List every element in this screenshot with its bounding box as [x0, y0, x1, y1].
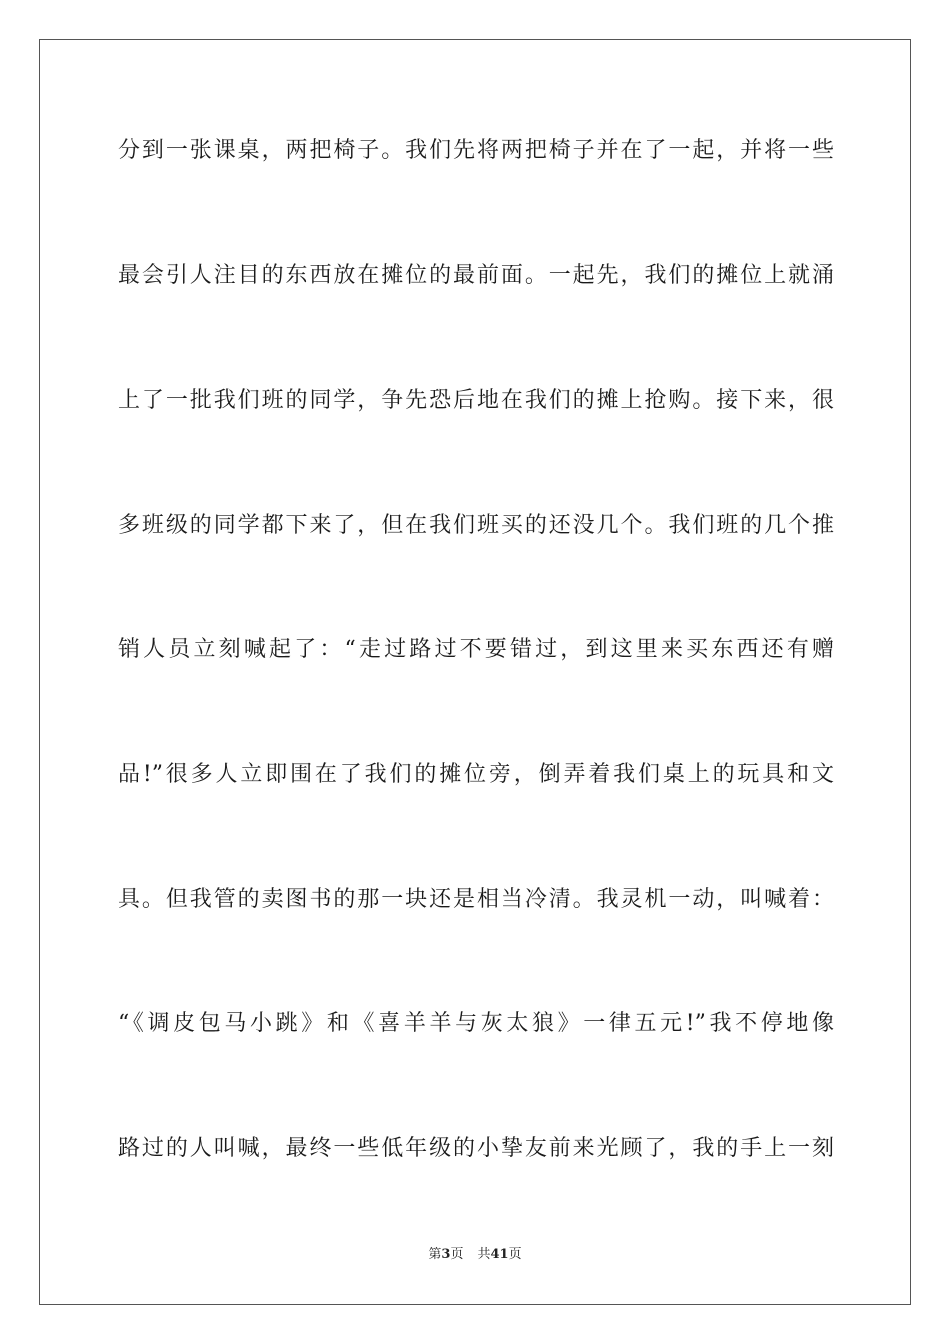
paragraph-line: 品!”很多人立即围在了我们的摊位旁，倒弄着我们桌上的玩具和文	[118, 762, 834, 787]
paragraph-line: 路过的人叫喊，最终一些低年级的小挚友前来光顾了，我的手上一刻	[118, 1136, 834, 1161]
page-prefix: 第	[428, 1247, 442, 1262]
paragraph-line: 上了一批我们班的同学，争先恐后地在我们的摊上抢购。接下来，很	[118, 388, 834, 413]
paragraph-line: 销人员立刻喊起了：“走过路过不要错过，到这里来买东西还有赠	[118, 637, 834, 662]
paragraph-line: 具。但我管的卖图书的那一块还是相当冷清。我灵机一动，叫喊着：	[118, 887, 834, 912]
paragraph-line: 最会引人注目的东西放在摊位的最前面。一起先，我们的摊位上就涌	[118, 263, 834, 288]
page-number: 3	[441, 1247, 451, 1262]
page-border	[39, 39, 911, 1305]
total-prefix: 共	[477, 1247, 491, 1262]
paragraph-line: 多班级的同学都下来了，但在我们班买的还没几个。我们班的几个推	[118, 513, 834, 538]
total-suffix: 页	[508, 1247, 522, 1262]
paragraph-line: 分到一张课桌，两把椅子。我们先将两把椅子并在了一起，并将一些	[118, 138, 834, 163]
total-pages: 41	[490, 1247, 509, 1262]
page-footer	[0, 1246, 950, 1264]
page-suffix: 页	[450, 1247, 464, 1262]
paragraph-line: “《调皮包马小跳》和《喜羊羊与灰太狼》一律五元!”我不停地像	[118, 1011, 834, 1036]
